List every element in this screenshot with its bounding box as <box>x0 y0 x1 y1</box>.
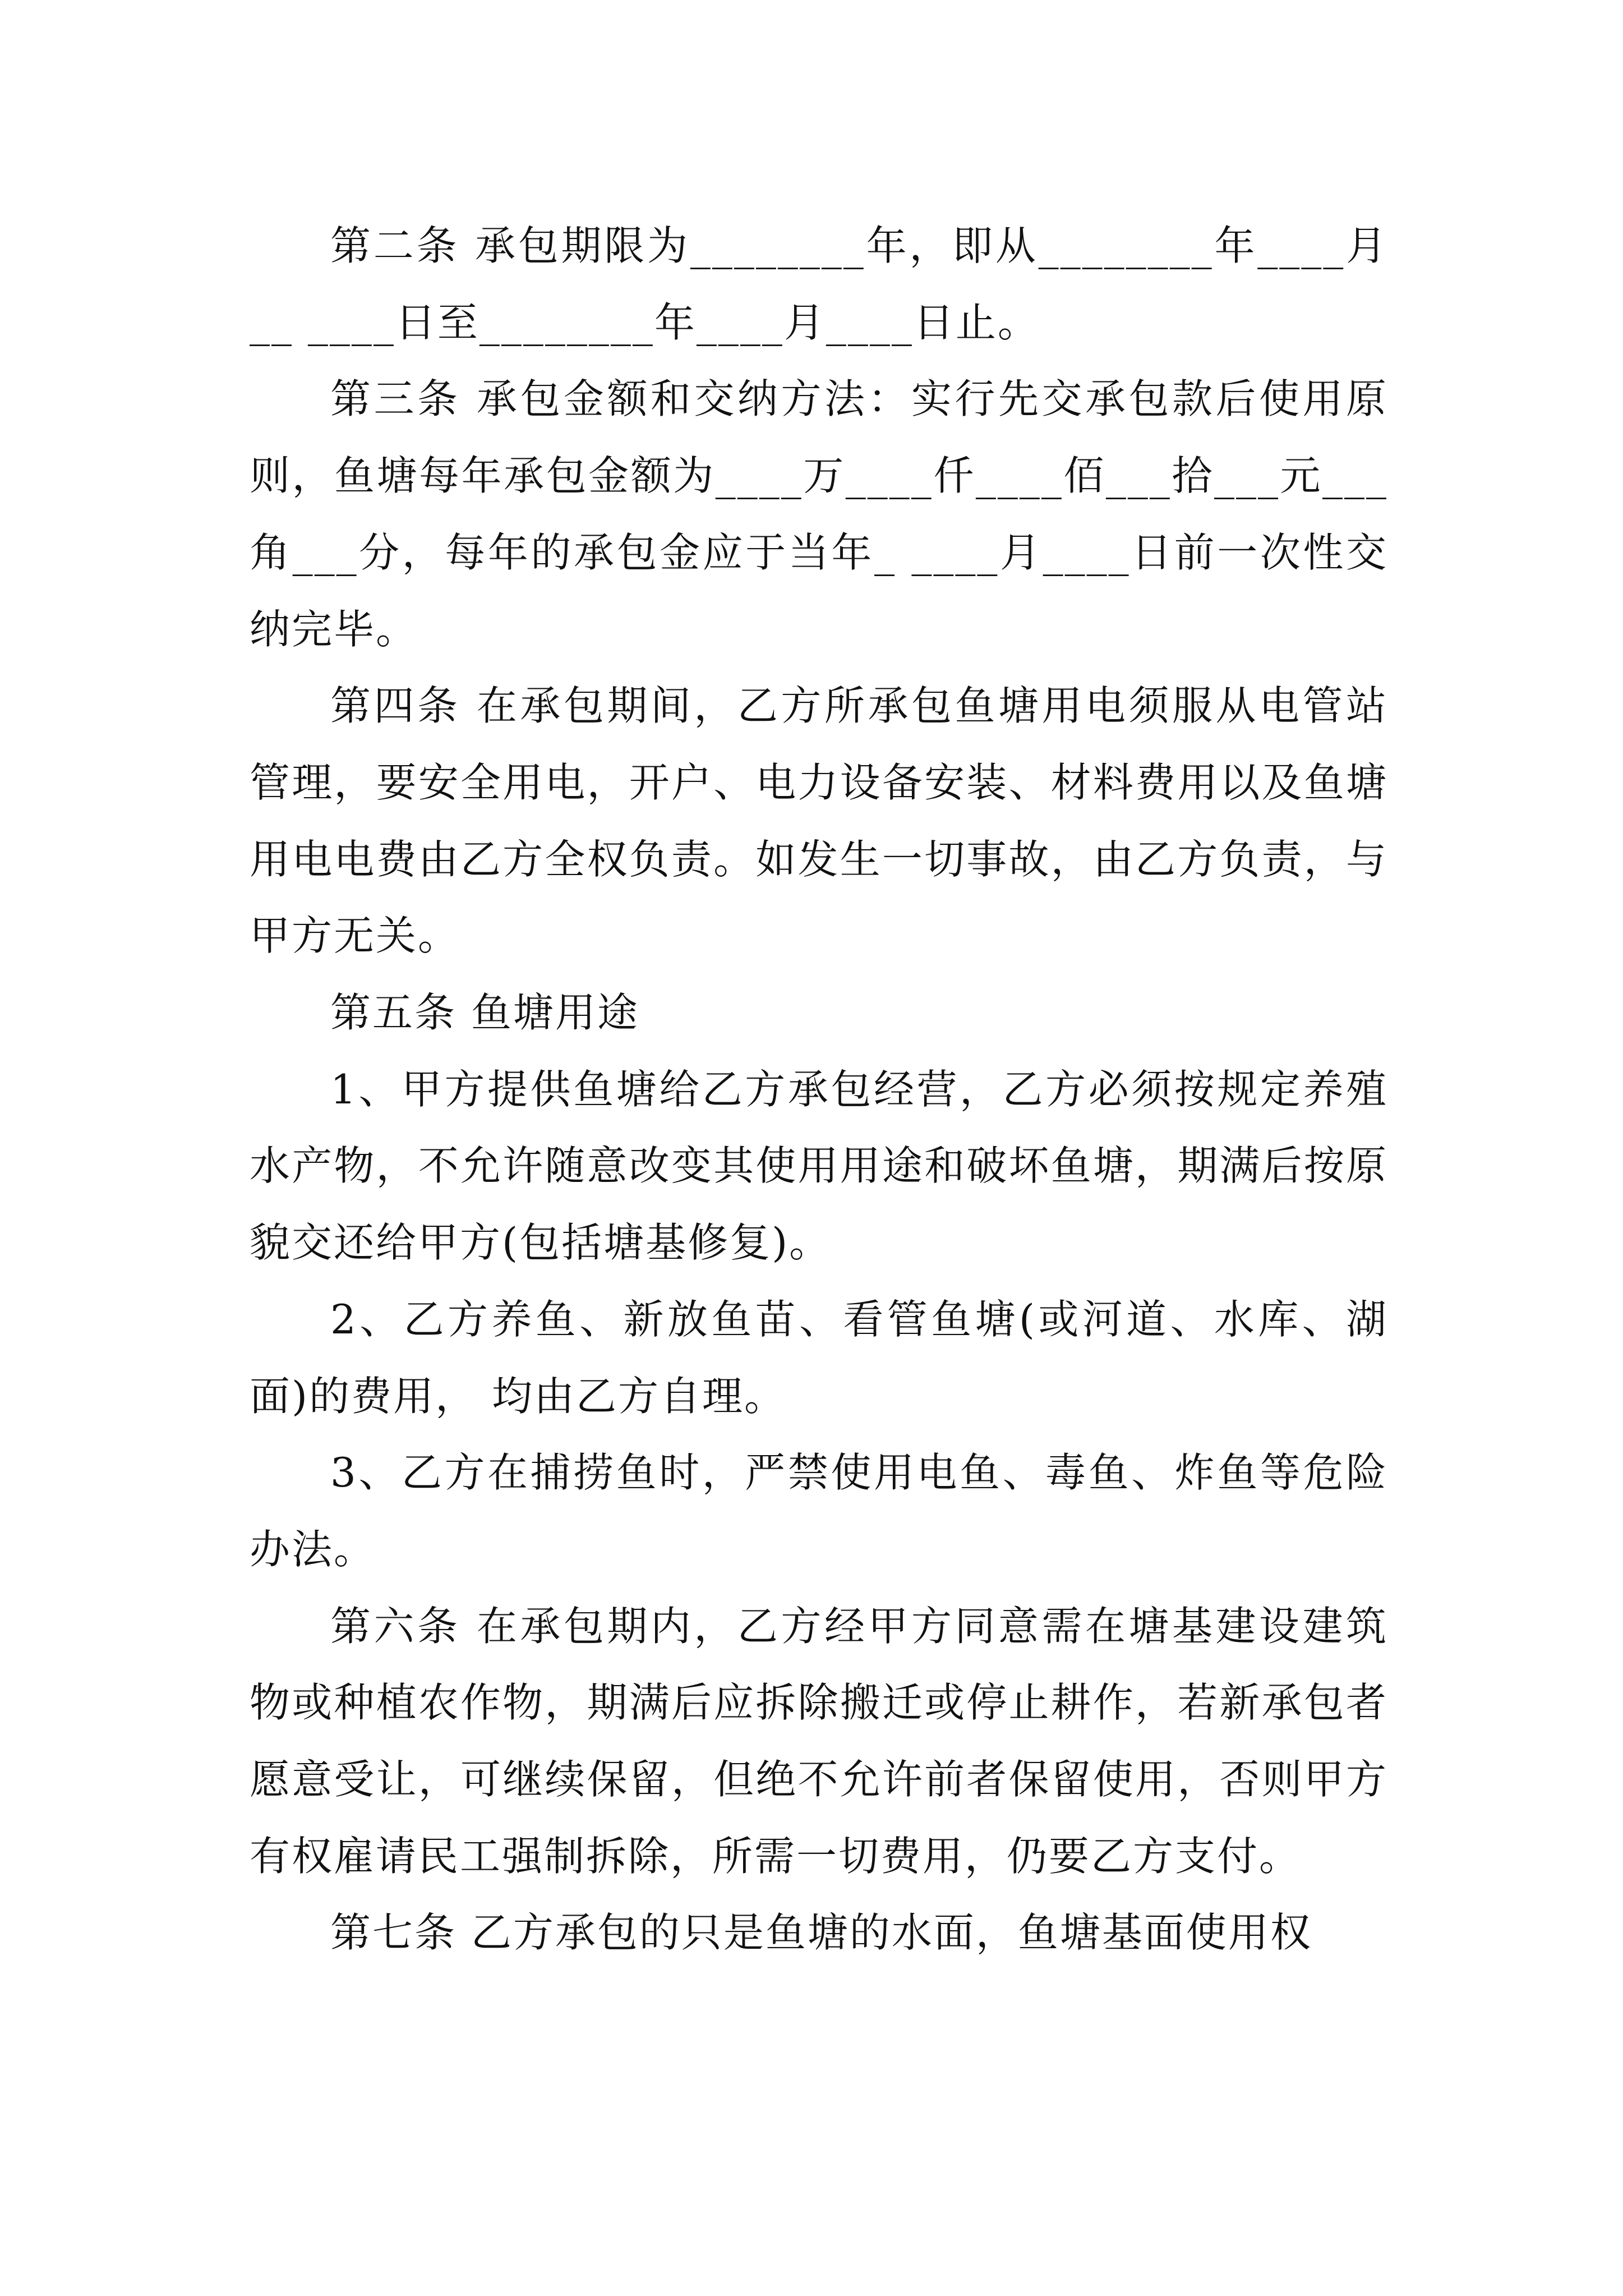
clause-5-item-1: 1、甲方提供鱼塘给乙方承包经营，乙方必须按规定养殖水产物，不允许随意改变其使用用途和破坏鱼塘，期满后按原貌交还给甲方(包括塘基修复)。 <box>250 1065 1388 1267</box>
clause-3-payment: 第三条 承包金额和交纳方法：实行先交承包款后使用原则，鱼塘每年承包金额为____万____仟____佰___拾___元___角___分，每年的承包金应于当年_ ____月____日前一次性交纳完毕。 <box>250 375 1388 653</box>
clause-5-item-2: 2、乙方养鱼、新放鱼苗、看管鱼塘(或河道、水库、湖面)的费用， 均由乙方自理。 <box>250 1295 1388 1420</box>
document-body <box>250 208 1388 1971</box>
clause-5-heading: 第五条 鱼塘用途 <box>330 989 639 1037</box>
clause-5-item-3: 3、乙方在捕捞鱼时，严禁使用电鱼、毒鱼、炸鱼等危险办法。 <box>250 1449 1388 1573</box>
clause-7-water-surface: 第七条 乙方承包的只是鱼塘的水面，鱼塘基面使用权 <box>330 1909 1312 1957</box>
clause-4-electricity: 第四条 在承包期间，乙方所承包鱼塘用电须服从电管站管理，要安全用电，开户、电力设备安装、材料费用以及鱼塘用电电费由乙方全权负责。如发生一切事故，由乙方负责，与甲方无关。 <box>250 682 1388 960</box>
clause-2-contract-term: 第二条 承包期限为________年，即从________年____月__ ____日至________年____月____日止。 <box>250 222 1388 346</box>
clause-6-structures: 第六条 在承包期内，乙方经甲方同意需在塘基建设建筑物或种植农作物，期满后应拆除搬迁或停止耕作，若新承包者愿意受让，可继续保留，但绝不允许前者保留使用，否则甲方有权雇请民工强制拆除，所需一切费用，仍要乙方支付。 <box>250 1602 1388 1880</box>
